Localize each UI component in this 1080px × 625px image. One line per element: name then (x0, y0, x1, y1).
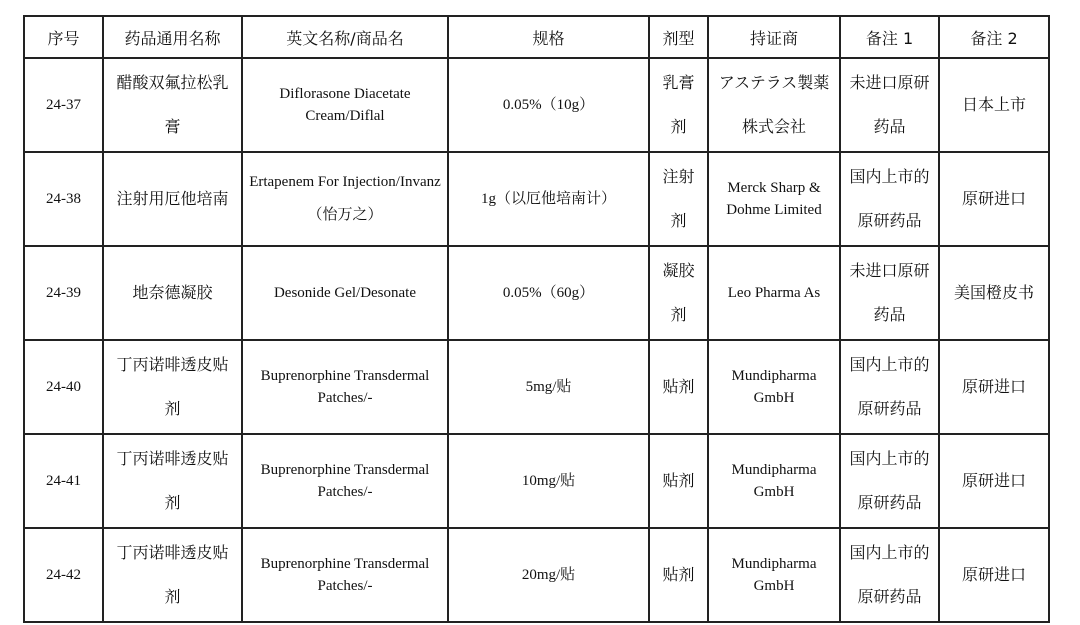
cell-generic-name: 丁丙诺啡透皮贴剂 (103, 434, 242, 528)
cell-generic-name: 丁丙诺啡透皮贴剂 (103, 528, 242, 622)
cell-english-name: Buprenorphine Transdermal Patches/- (242, 528, 448, 622)
cell-note2: 原研进口 (939, 152, 1049, 246)
cell-note1: 国内上市的原研药品 (840, 340, 939, 434)
cell-english-name: Buprenorphine Transdermal Patches/- (242, 434, 448, 528)
cell-note2: 原研进口 (939, 528, 1049, 622)
header-english-name: 英文名称/商品名 (242, 16, 448, 58)
cell-no: 24-40 (24, 340, 103, 434)
cell-english-name: Buprenorphine Transdermal Patches/- (242, 340, 448, 434)
cell-dosage-form: 贴剂 (649, 434, 708, 528)
cell-dosage-form: 贴剂 (649, 528, 708, 622)
cell-generic-name: 醋酸双氟拉松乳膏 (103, 58, 242, 152)
table-row (24, 246, 1049, 340)
header-note1: 备注 1 (840, 16, 939, 58)
cell-generic-name: 地奈德凝胶 (103, 246, 242, 340)
cell-note2: 日本上市 (939, 58, 1049, 152)
cell-holder: Merck Sharp & Dohme Limited (708, 152, 840, 246)
cell-dosage-form: 贴剂 (649, 340, 708, 434)
cell-no: 24-39 (24, 246, 103, 340)
cell-note1: 国内上市的原研药品 (840, 434, 939, 528)
cell-no: 24-41 (24, 434, 103, 528)
cell-holder: Mundipharma GmbH (708, 528, 840, 622)
header-dosage-form: 剂型 (649, 16, 708, 58)
cell-spec: 0.05%（60g） (448, 246, 649, 340)
cell-no: 24-42 (24, 528, 103, 622)
cell-spec: 1g（以厄他培南计） (448, 152, 649, 246)
cell-note2: 美国橙皮书 (939, 246, 1049, 340)
cell-note2: 原研进口 (939, 434, 1049, 528)
cell-note1: 国内上市的原研药品 (840, 528, 939, 622)
cell-holder: アステラス製薬株式会社 (708, 58, 840, 152)
cell-holder: Leo Pharma As (708, 246, 840, 340)
cell-spec: 0.05%（10g） (448, 58, 649, 152)
cell-dosage-form: 注射剂 (649, 152, 708, 246)
table-row (24, 152, 1049, 246)
table-row (24, 340, 1049, 434)
cell-english-name: Diflorasone Diacetate Cream/Diflal (242, 58, 448, 152)
cell-note2: 原研进口 (939, 340, 1049, 434)
table-row (24, 58, 1049, 152)
table-row (24, 434, 1049, 528)
header-no: 序号 (24, 16, 103, 58)
header-spec: 规格 (448, 16, 649, 58)
cell-no: 24-38 (24, 152, 103, 246)
cell-spec: 10mg/贴 (448, 434, 649, 528)
cell-english-name: Desonide Gel/Desonate (242, 246, 448, 340)
header-note2: 备注 2 (939, 16, 1049, 58)
cell-note1: 未进口原研药品 (840, 58, 939, 152)
cell-dosage-form: 乳膏剂 (649, 58, 708, 152)
cell-holder: Mundipharma GmbH (708, 340, 840, 434)
cell-note1: 未进口原研药品 (840, 246, 939, 340)
table-row (24, 528, 1049, 622)
cell-note1: 国内上市的原研药品 (840, 152, 939, 246)
cell-no: 24-37 (24, 58, 103, 152)
cell-spec: 20mg/贴 (448, 528, 649, 622)
header-row (24, 16, 1049, 58)
header-generic-name: 药品通用名称 (103, 16, 242, 58)
cell-generic-name: 丁丙诺啡透皮贴剂 (103, 340, 242, 434)
header-holder: 持证商 (708, 16, 840, 58)
drug-list-table (23, 15, 1050, 623)
cell-holder: Mundipharma GmbH (708, 434, 840, 528)
cell-dosage-form: 凝胶剂 (649, 246, 708, 340)
cell-english-name: Ertapenem For Injection/Invanz（怡万之） (242, 152, 448, 246)
cell-spec: 5mg/贴 (448, 340, 649, 434)
cell-generic-name: 注射用厄他培南 (103, 152, 242, 246)
